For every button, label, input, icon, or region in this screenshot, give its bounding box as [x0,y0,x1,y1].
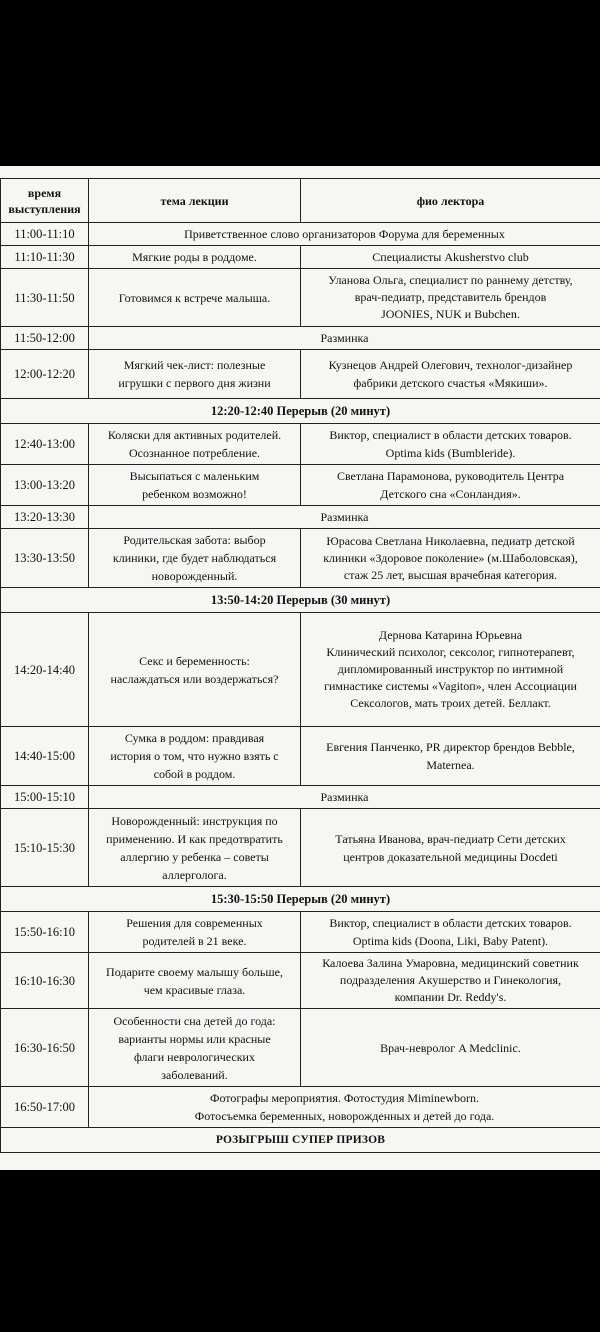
break-label: 15:30-15:50 Перерыв (20 минут) [1,887,600,912]
lecturer-cell: Дернова Катарина Юрьевна Клинический психолог, сексолог, гипнотерапевт, дипломированный инструктор по интимной гимнастике системы «Vagitoп», член Ассоциации Сексологов, мать троих детей. Беллакт. [301,613,600,727]
lecturer-cell: Врач-невролог A Medclinic. [301,1009,600,1087]
lecturer-cell: Кузнецов Андрей Олегович, технолог-дизайнер фабрики детского счастья «Мякиши». [301,350,600,399]
time-cell: 15:00-15:10 [1,786,89,809]
lecturer-cell: Юрасова Светлана Николаевна, педиатр детской клиники «Здоровое поколение» (м.Шаболовская), стаж 25 лет, высшая врачебная категория. [301,529,600,588]
event-cell: Приветственное слово организаторов Форума для беременных [89,223,600,246]
break-label: 13:50-14:20 Перерыв (30 минут) [1,588,600,613]
time-cell: 16:50-17:00 [1,1087,89,1128]
topic-cell: Подарите своему малышу больше, чем красивые глаза. [89,953,301,1009]
topic-cell: Мягкий чек-лист: полезные игрушки с первого дня жизни [89,350,301,399]
table-row [1,613,600,727]
lecturer-cell: Специалисты Akusherstvo club [301,246,600,269]
table-row [1,786,600,809]
table-row [1,529,600,588]
table-row [1,1087,600,1128]
table-row [1,506,600,529]
time-cell: 14:40-15:00 [1,727,89,786]
lecturer-cell: Виктор, специалист в области детских товаров. Optima kids (Bumbleride). [301,424,600,465]
time-cell: 13:30-13:50 [1,529,89,588]
table-row [1,1009,600,1087]
time-cell: 13:00-13:20 [1,465,89,506]
header-topic: тема лекции [89,179,301,223]
topic-cell: Новорожденный: инструкция по применению. И как предотвратить аллергию у ребенка – советы аллерголога. [89,809,301,887]
time-cell: 11:00-11:10 [1,223,89,246]
lecturer-cell: Евгения Панченко, PR директор брендов Bebble, Maternea. [301,727,600,786]
table-row [1,912,600,953]
lecturer-cell: Светлана Парамонова, руководитель Центра Детского сна «Сонландия». [301,465,600,506]
header-time: время выступления [1,179,89,223]
table-row [1,465,600,506]
topic-cell: Родительская забота: выбор клиники, где будет наблюдаться новорожденный. [89,529,301,588]
time-cell: 11:50-12:00 [1,327,89,350]
time-cell: 15:10-15:30 [1,809,89,887]
header-lecturer: фио лектора [301,179,600,223]
break-label: 12:20-12:40 Перерыв (20 минут) [1,399,600,424]
break-row [1,399,600,424]
table-row [1,269,600,327]
topic-cell: Особенности сна детей до года: варианты нормы или красные флаги неврологических заболеваний. [89,1009,301,1087]
time-cell: 13:20-13:30 [1,506,89,529]
table-row [1,727,600,786]
event-cell: Фотографы мероприятия. Фотостудия Miminewborn. Фотосъемка беременных, новорожденных и детей до года. [89,1087,600,1128]
time-cell: 16:10-16:30 [1,953,89,1009]
table-row [1,424,600,465]
table-row [1,809,600,887]
time-cell: 14:20-14:40 [1,613,89,727]
table-row [1,246,600,269]
prize-label: РОЗЫГРЫШ СУПЕР ПРИЗОВ [1,1128,600,1153]
time-cell: 12:40-13:00 [1,424,89,465]
event-cell: Разминка [89,506,600,529]
break-row [1,588,600,613]
topic-cell: Сумка в роддом: правдивая история о том, что нужно взять с собой в роддом. [89,727,301,786]
schedule-table [0,178,600,1153]
time-cell: 11:10-11:30 [1,246,89,269]
event-cell: Разминка [89,786,600,809]
event-cell: Разминка [89,327,600,350]
topic-cell: Коляски для активных родителей. Осознанное потребление. [89,424,301,465]
topic-cell: Решения для современных родителей в 21 веке. [89,912,301,953]
table-header-row [1,179,600,223]
lecturer-cell: Татьяна Иванова, врач-педиатр Сети детских центров доказательной медицины Docdeti [301,809,600,887]
table-row [1,223,600,246]
time-cell: 11:30-11:50 [1,269,89,327]
topic-cell: Мягкие роды в роддоме. [89,246,301,269]
time-cell: 12:00-12:20 [1,350,89,399]
time-cell: 15:50-16:10 [1,912,89,953]
schedule-sheet [0,166,600,1170]
table-row [1,327,600,350]
topic-cell: Высыпаться с маленьким ребенком возможно! [89,465,301,506]
table-row [1,350,600,399]
lecturer-cell: Калоева Залина Умаровна, медицинский советник подразделения Акушерство и Гинекология, компании Dr. Reddy's. [301,953,600,1009]
topic-cell: Готовимся к встрече малыша. [89,269,301,327]
time-cell: 16:30-16:50 [1,1009,89,1087]
topic-cell: Секс и беременность: наслаждаться или воздержаться? [89,613,301,727]
table-row [1,953,600,1009]
prize-row [1,1128,600,1153]
break-row [1,887,600,912]
lecturer-cell: Виктор, специалист в области детских товаров. Optima kids (Doona, Liki, Baby Patent). [301,912,600,953]
lecturer-cell: Уланова Ольга, специалист по раннему детству, врач-педиатр, представитель брендов JOONIES, NUK и Bubchen. [301,269,600,327]
